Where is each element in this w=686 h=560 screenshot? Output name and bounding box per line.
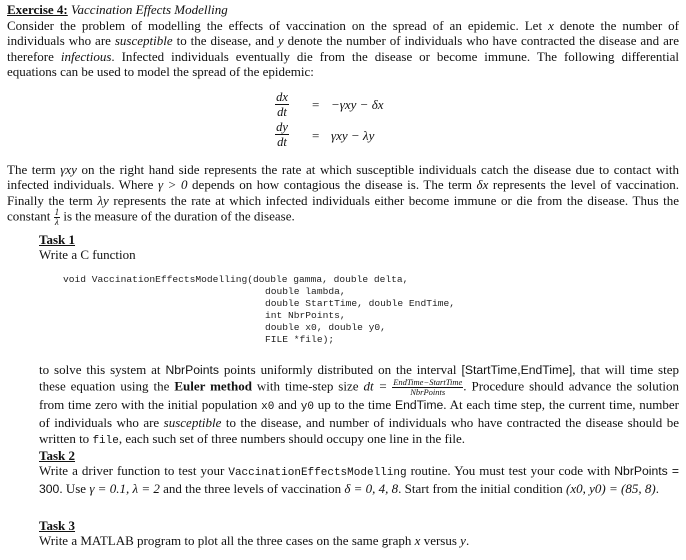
exercise-heading-line xyxy=(7,2,228,18)
task1-dt-fraction xyxy=(392,378,463,397)
task2-description xyxy=(39,463,679,498)
expl-term-gamma-xy: γxy xyxy=(60,162,77,177)
exercise-heading: Exercise 4: xyxy=(7,2,68,17)
task1-endtime: EndTime xyxy=(394,398,444,413)
task1-susceptible: susceptible xyxy=(163,415,222,431)
eq1-denominator: dt xyxy=(277,105,287,119)
differential-equations xyxy=(7,90,679,160)
task2-text-1: Write a driver function to test your xyxy=(39,463,229,478)
task1-block xyxy=(39,232,679,262)
expl-inverse-num: 1 xyxy=(54,207,60,218)
task2-text-5: . Start from the initial condition xyxy=(398,481,567,497)
task1-text-10: , each such set of three numbers should occupy one line in the file. xyxy=(118,430,466,446)
intro-text-5: . Infected individuals eventually die from the disease or become immune. The following differential equations can be used to model the spread of the epidemic: xyxy=(7,48,679,80)
task2-text-4: and the three levels of vaccination xyxy=(159,481,345,497)
task2-text-2: routine. You must test your code with xyxy=(406,463,615,478)
eq2-lhs-fraction xyxy=(271,120,293,149)
task1-text-3: , that will time step these equation using the xyxy=(39,362,679,394)
expl-term-delta-x: δx xyxy=(476,177,489,193)
eq1-rhs: −γxy − δx xyxy=(331,97,384,112)
task1-code-line-3: double StartTime, double EndTime, xyxy=(265,298,455,309)
intro-text-3: to the disease, and xyxy=(172,33,278,49)
task2-params: γ = 0.1, λ = 2 xyxy=(89,481,160,497)
task3-var-x: x xyxy=(414,533,421,548)
task3-heading: Task 3 xyxy=(39,518,76,533)
expl-text-c: depends on how contagious the disease is. The term xyxy=(187,177,477,193)
task1-text-5: . Procedure should advance the solution from time zero with the initial population xyxy=(39,378,679,413)
eq1-numerator: dx xyxy=(276,90,288,104)
task2-heading: Task 2 xyxy=(39,448,76,463)
task1-intro: Write a C function xyxy=(39,247,136,262)
task2-text-6: . xyxy=(655,481,659,497)
task2-delta-levels: δ = 0, 4, 8 xyxy=(344,481,399,497)
task1-text-4: with time-step size xyxy=(251,378,364,394)
task1-text-7: up to the time xyxy=(313,397,395,413)
task1-code-line-6: FILE *file); xyxy=(265,334,335,345)
eq2-equals: = xyxy=(312,128,320,143)
intro-susceptible: susceptible xyxy=(114,33,173,49)
task2-text-3: . Use xyxy=(59,481,90,497)
expl-term-lambda-y: λy xyxy=(97,192,109,208)
task1-x0: x0 xyxy=(261,401,275,414)
task1-heading: Task 1 xyxy=(39,232,76,247)
intro-var-y: y xyxy=(277,33,284,49)
task1-dt: dt = xyxy=(363,378,393,394)
explanation-paragraph xyxy=(7,162,679,227)
task1-code-line-2: double lambda, xyxy=(265,286,346,297)
task1-file: file xyxy=(92,434,119,447)
expl-text-b: on the right hand side represents the rate at which susceptible individuals catch the disease due to contact with infected individuals. Where xyxy=(7,162,679,193)
exercise-title: Vaccination Effects Modelling xyxy=(71,2,228,17)
task3-versus: versus xyxy=(420,533,461,548)
task1-text-6: and xyxy=(274,397,301,413)
eq2-denominator: dt xyxy=(277,135,287,149)
task1-description xyxy=(39,362,679,449)
intro-var-x: x xyxy=(548,18,554,33)
task3-var-y: y xyxy=(460,533,466,548)
task1-dt-numerator: EndTime−StartTime xyxy=(393,377,463,388)
task1-text-9: to the disease, and number of individuals who have contracted the disease should be written to xyxy=(39,415,679,446)
task1-code-line-5: double x0, double y0, xyxy=(265,322,386,333)
eq2-rhs: γxy − λy xyxy=(331,128,375,143)
expl-text-d: represents the level of vaccination. Finally the term xyxy=(7,177,680,208)
eq2-numerator: dy xyxy=(276,120,288,134)
task1-y0: y0 xyxy=(300,401,314,414)
task2-function-name: VaccinationEffectsModelling xyxy=(228,467,407,479)
task1-interval: [StartTime,EndTime] xyxy=(461,363,573,377)
intro-text-4: denote the number of individuals who have contracted the disease and are therefore xyxy=(7,33,679,64)
task1-text-8: . At each time step, the current time, number of individuals who are xyxy=(39,397,679,431)
expl-text-f: is the measure of the duration of the disease. xyxy=(60,208,295,224)
task3-block xyxy=(39,518,679,548)
task3-text-1: Write a MATLAB program to plot all the three cases on the same graph xyxy=(39,533,415,548)
task2-nbrpoints: NbrPoints = 300 xyxy=(39,464,680,497)
task1-euler-method: Euler method xyxy=(174,378,252,394)
task1-code-line-4: int NbrPoints, xyxy=(265,310,346,321)
expl-term-gamma: γ > 0 xyxy=(157,177,188,193)
intro-infectious: infectious xyxy=(60,48,112,64)
intro-text-1: Consider the problem of modelling the effects of vaccination on the spread of an epidemic. Let xyxy=(7,18,549,33)
task1-dt-denominator: NbrPoints xyxy=(410,387,446,398)
task1-code-line-1: void VaccinationEffectsModelling(double gamma, double delta, xyxy=(63,274,409,285)
task2-block xyxy=(39,448,679,498)
eq1-equals: = xyxy=(312,97,320,112)
task2-initial-condition: (x0, y0) = (85, 8) xyxy=(566,481,656,497)
intro-text-2: denote the number of individuals who are xyxy=(7,18,679,49)
task1-text-2: points uniformly distributed on the interval xyxy=(218,362,462,377)
expl-text-e: represents the rate at which infected individuals either become immune or die from the disease. Thus the constant xyxy=(7,192,679,224)
task3-text-2: . xyxy=(465,533,470,548)
task1-nbrpoints: NbrPoints xyxy=(165,363,219,377)
task1-text-1: to solve this system at xyxy=(39,362,166,377)
expl-text-a: The term xyxy=(7,162,61,177)
expl-inverse-den: λ xyxy=(54,217,59,228)
eq1-lhs-fraction xyxy=(271,90,293,119)
intro-paragraph xyxy=(7,18,679,80)
